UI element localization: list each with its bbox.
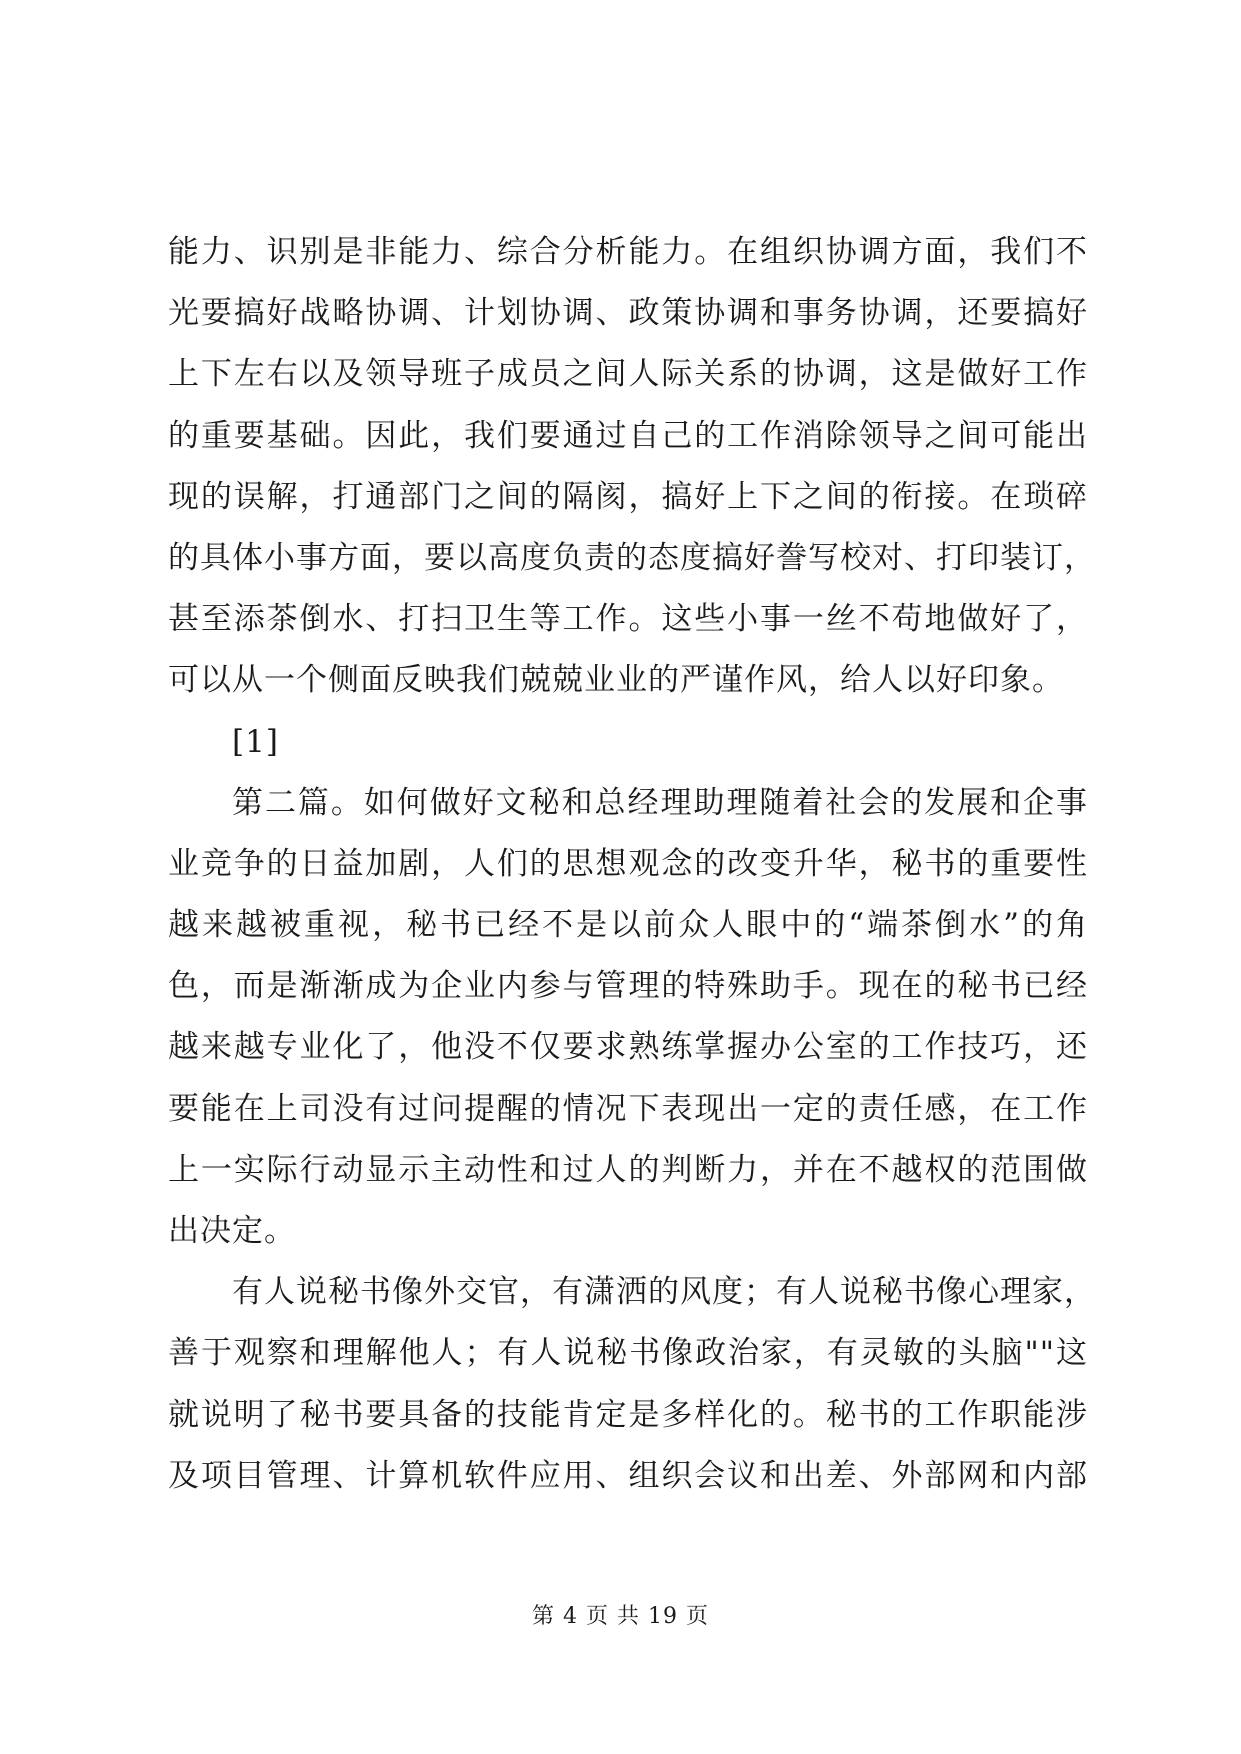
text-line: 及项目管理、计算机软件应用、组织会议和出差、外部网和内部 <box>168 1457 1088 1494</box>
text-line: 可以从一个侧面反映我们兢兢业业的严谨作风，给人以好印象。 <box>168 662 1064 699</box>
text-line: 甚至添茶倒水、打扫卫生等工作。这些小事一丝不苟地做好了， <box>168 601 1088 638</box>
text-line: 能力、识别是非能力、综合分析能力。在组织协调方面，我们不 <box>168 234 1088 270</box>
text-line: 越来越专业化了，他没不仅要求熟练掌握办公室的工作技巧，还 <box>168 1029 1088 1066</box>
text-line: 上下左右以及领导班子成员之间人际关系的协调，这是做好工作 <box>168 356 1088 393</box>
text-line: 现的误解，打通部门之间的隔阂，搞好上下之间的衔接。在琐碎 <box>168 478 1088 515</box>
text-line: 上一实际行动显示主动性和过人的判断力，并在不越权的范围做 <box>168 1151 1088 1188</box>
text-line: 业竞争的日益加剧，人们的思想观念的改变升华，秘书的重要性 <box>168 845 1088 882</box>
page-footer: 第 4 页 共 19 页 <box>532 1604 709 1629</box>
text-line: 第二篇。如何做好文秘和总经理助理随着社会的发展和企事 <box>232 784 1088 821</box>
text-line: 的重要基础。因此，我们要通过自己的工作消除领导之间可能出 <box>168 417 1088 454</box>
text-line: 出决定。 <box>168 1213 296 1249</box>
text-line: 越来越被重视，秘书已经不是以前众人眼中的“端茶倒水”的角 <box>168 907 1088 944</box>
text-line: 善于观察和理解他人；有人说秘书像政治家，有灵敏的头脑""这 <box>168 1335 1088 1372</box>
text-line: 有人说秘书像外交官，有潇洒的风度；有人说秘书像心理家， <box>232 1274 1096 1311</box>
text-line: 就说明了秘书要具备的技能肯定是多样化的。秘书的工作职能涉 <box>168 1396 1088 1433</box>
text-line: 要能在上司没有过问提醒的情况下表现出一定的责任感，在工作 <box>168 1090 1088 1127</box>
text-line: 的具体小事方面，要以高度负责的态度搞好誊写校对、打印装订， <box>168 539 1096 576</box>
body-text <box>168 222 1096 1507</box>
footnote-reference: [1] <box>232 723 279 760</box>
text-line: 光要搞好战略协调、计划协调、政策协调和事务协调，还要搞好 <box>168 295 1088 332</box>
text-line: 色，而是渐渐成为企业内参与管理的特殊助手。现在的秘书已经 <box>168 968 1088 1005</box>
